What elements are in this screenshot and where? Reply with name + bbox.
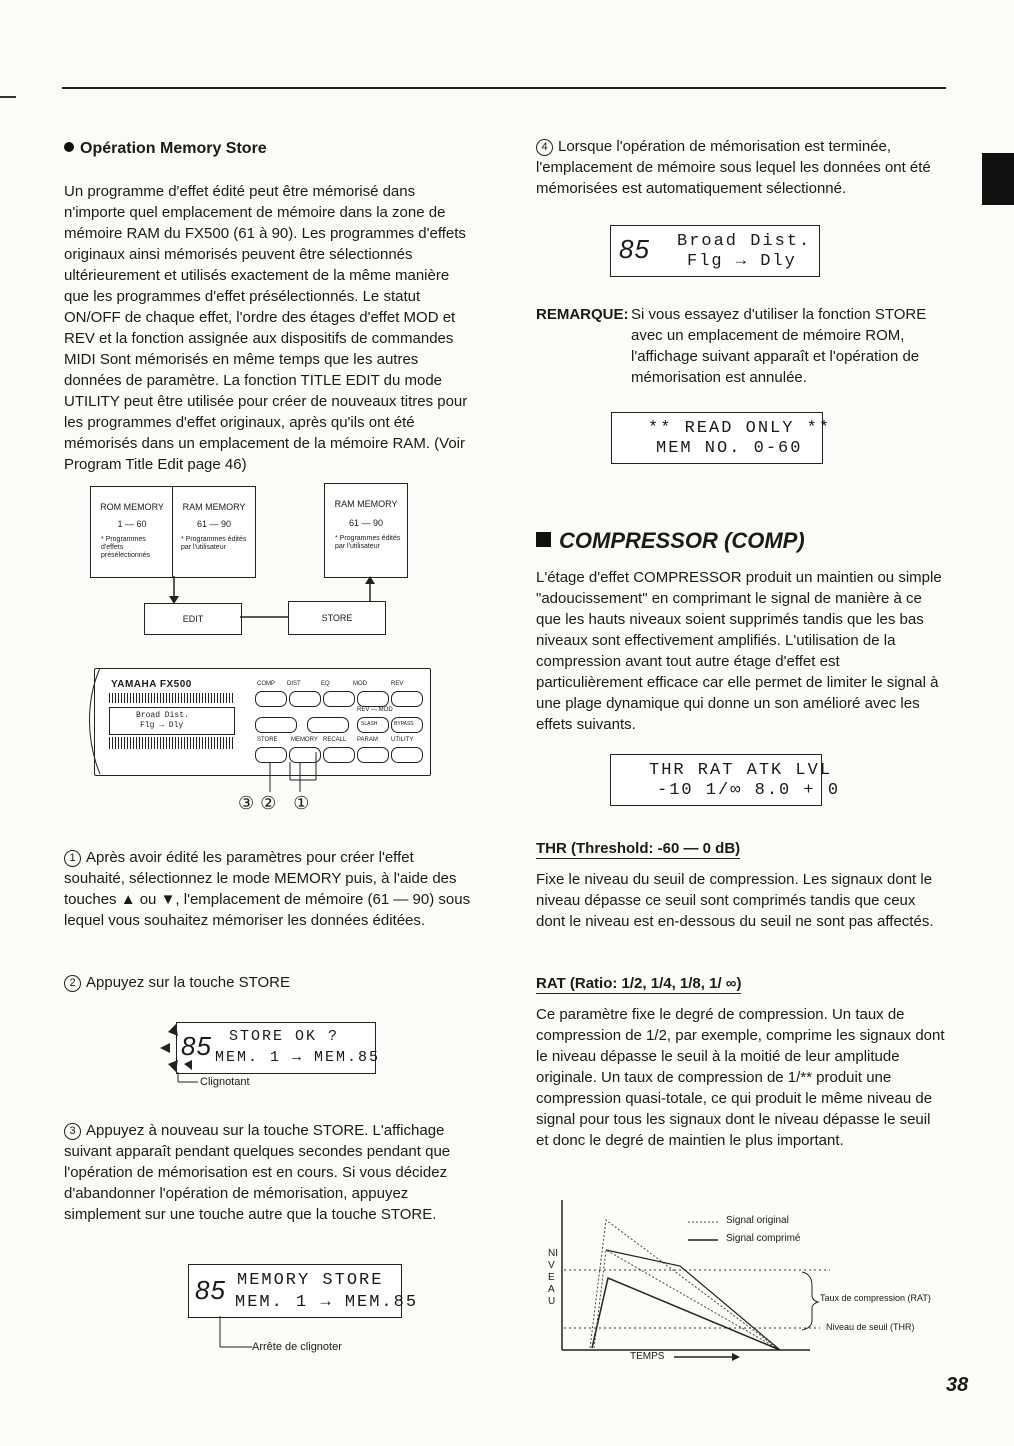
page-number: 38 [946,1374,969,1396]
step-1: 1 Après avoir édité les paramètres pour créer l'effet souhaité, sélectionnez le mode MEMORY puis, à l'aide des touches ▲ ou ▼, l'emplacement de mémoire (61 — 90) sous lequel vous souhaitez mémoriser les données éditées. [64,849,471,929]
y-axis-label: NIVEAU [548,1248,558,1307]
intro-paragraph: Un programme d'effet édité peut être mémorisé dans n'importe quel emplacement de mémoire dans la zone de mémoire RAM du FX500 (61 à 90). Les programmes d'effets originaux ainsi mémorisés peuvent être sélectionnés ultérieurement et utilisés exactement de la même manière que les programmes d'effet présélectionnés. Le statut ON/OFF de chaque effet, l'ordre des étages d'effet MOD et REV et la fonction assignée aux dispositifs de commandes MIDI Sont mémorisés en même temps que les autres données de paramètre. La fonction TITLE EDIT du mode UTILITY peut être utilisée pour créer de nouveaux titres pour les programmes d'effet originaux, après qu'ils ont été mémorisés dans un emplacement de la mémoire RAM. (Voir Program Title Edit page 46) [64,183,468,473]
step-2: 2 Appuyez sur la touche STORE [64,972,476,993]
ram-memory-box: RAM MEMORY 61 — 90 * Programmes édités par l'utilisateur [172,486,256,578]
panel-callouts: ③② ① [238,793,316,813]
legend-original: Signal original [726,1215,789,1226]
stop-blink-line [200,1300,260,1350]
step-3: 3 Appuyez à nouveau sur la touche STORE. L'affichage suivant apparaît pendant quelques secondes pendant que l'opération de mémorisation est en cours. Si vous décidez d'abandonner l'opération de mémorisation, appuyez simplement sur une touche autre que la touche STORE. [64,1122,451,1223]
heading-memory-store: Opération Memory Store [64,140,267,158]
lcd-selected: 85 Broad Dist. Flg → Dly [610,225,820,277]
slash-button[interactable]: SLASH [357,717,389,733]
lcd-comp-params: THR RAT ATK LVL -10 1/∞ 8.0 + 0 [610,754,822,806]
thr-text: Fixe le niveau du seuil de compression. Les signaux dont le niveau dépasse ce seuil sont comprimés tandis que ceux dont le niveau est en-dessous du seuil ne sont pas affectés. [536,871,934,930]
edit-box: EDIT [144,603,242,635]
rom-memory-box: ROM MEMORY 1 — 60 * Programmes d'effets présélectionnés [90,486,174,578]
bypass-button[interactable]: BYPASS [391,717,423,733]
x-axis-label: TEMPS [630,1351,665,1362]
remark: REMARQUE: [536,306,629,323]
rat-text: Ce paramètre fixe le degré de compression. Un taux de compression de 1/2, par exemple, comprime les signaux dont le niveau dépasse le seuil à la moitié de leur amplitude originale. Un taux de compression de 1/** produit une compression quasi-totale, ce qui produit le même niveau de signal pour tous les signaux dont le niveau dépasse le seuil et donc le degré de maintien le plus important. [536,1006,945,1149]
square-bullet-icon [536,532,551,547]
remark-text: Si vous essayez d'utiliser la fonction STORE avec un emplacement de mémoire ROM, l'affichage suivant apparaît et l'opération de mémorisation est annulée. [631,306,927,386]
store-box: STORE [288,601,386,635]
step-4: 4 Lorsque l'opération de mémorisation est terminée, l'emplacement de mémoire sous lequel les données ont été mémorisées est automatiquement sélectionné. [536,138,931,197]
thr-label: Niveau de seuil (THR) [826,1322,915,1332]
panel-lcd: Broad Dist. Flg → Dly [109,707,235,735]
stop-blink-label: Arrête de clignoter [252,1341,342,1353]
lcd-read-only: ** READ ONLY ** MEM NO. 0-60 [611,412,823,464]
compressor-intro: L'étage d'effet COMPRESSOR produit un maintien ou simple "adoucissement" en comprimant le signal de manière à ce que les hauts niveaux soient supprimés tandis que les bas niveaux sont effectivement amplifiés. L'utilisation de la compression avant tout autre étage d'effet est particulièrement efficace car elle permet de limiter le signal à une plage dynamique qui donne un son amélioré avec les effets suivants. [536,569,942,733]
fx500-panel: YAMAHA FX500 Broad Dist. Flg → Dly COMP DIST EQ MOD REV REV — MOD SLASH BYPASS STORE MEMORY RECALL PARAM UTILITY [94,668,431,776]
rat-label: Taux de compression (RAT) [820,1293,931,1303]
compressed-signal [592,1278,780,1350]
section-compressor: COMPRESSOR (COMP) [536,528,805,554]
lcd-memory-store: 85 MEMORY STORE MEM. 1 → MEM.85 [188,1264,402,1318]
legend-compressed: Signal comprimé [726,1233,801,1244]
blink-label: Clignotant [200,1076,250,1088]
ram-memory-box-2: RAM MEMORY 61 — 90 * Programmes édités par l'utilisateur [324,483,408,578]
lcd-store-ok: 85 STORE OK ? MEM. 1 → MEM.85 [176,1022,376,1074]
rat-brace [802,1272,818,1330]
rat-heading: RAT (Ratio: 1/2, 1/4, 1/8, 1/ ∞) [536,975,742,992]
thr-heading: THR (Threshold: -60 — 0 dB) [536,840,741,857]
